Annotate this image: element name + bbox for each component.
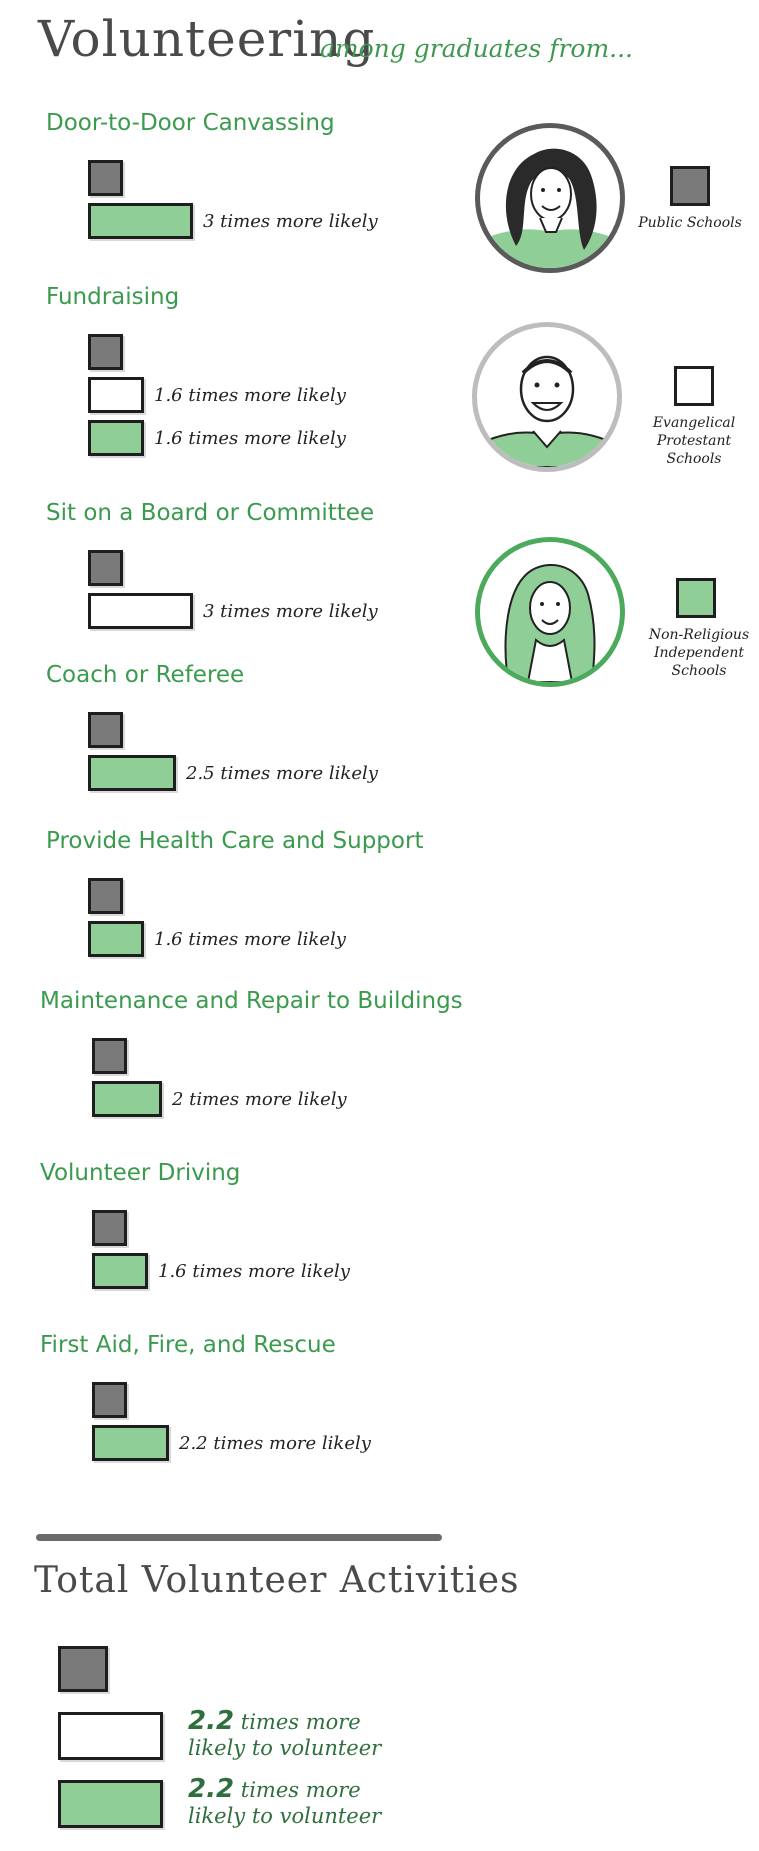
category-title: Sit on a Board or Committee: [46, 500, 375, 526]
total-text2-evangelical: likely to volunteer: [188, 1736, 382, 1760]
bar-evangelical: [88, 377, 144, 413]
total-label-evangelical: [188, 1708, 381, 1761]
bar-nonreligious: [88, 420, 144, 456]
legend-evangelical-label: Evangelical Protestant Schools: [652, 415, 736, 467]
category-title: Volunteer Driving: [40, 1160, 241, 1186]
total-title: Total Volunteer Activities: [34, 1560, 520, 1601]
man-smiling-portrait-icon: [472, 322, 622, 472]
total-text1-nonreligious: times more: [240, 1778, 361, 1802]
legend-public-swatch: [670, 166, 710, 206]
total-number-evangelical: 2.2: [188, 1706, 235, 1736]
category-title: First Aid, Fire, and Rescue: [40, 1332, 336, 1358]
bar-nonreligious: [88, 921, 144, 957]
category-title: Fundraising: [46, 284, 180, 310]
category-title: Door-to-Door Canvassing: [46, 110, 335, 136]
bar-nonreligious: [92, 1425, 169, 1461]
bar-nonreligious: [92, 1253, 148, 1289]
bar-label: 1.6 times more likely: [158, 1261, 350, 1282]
total-bar-nonreligious: [58, 1780, 163, 1828]
bar-label: 1.6 times more likely: [154, 428, 346, 449]
bar-label: 2.5 times more likely: [186, 763, 378, 784]
legend-public-label: Public Schools: [638, 215, 742, 231]
legend-nonreligious-swatch: [676, 578, 716, 618]
bar-nonreligious: [88, 755, 176, 791]
bar-label: 3 times more likely: [203, 211, 378, 232]
bar-nonreligious: [92, 1081, 162, 1117]
legend-evangelical-swatch: [674, 366, 714, 406]
bar-evangelical: [88, 593, 193, 629]
woman-curly-hair-portrait-icon: [475, 123, 625, 273]
bar-public: [88, 334, 123, 370]
bar-label: 1.6 times more likely: [154, 929, 346, 950]
total-bar-public: [58, 1646, 108, 1692]
category-title: Coach or Referee: [46, 662, 245, 688]
bar-label: 3 times more likely: [203, 601, 378, 622]
page-title: Volunteering: [38, 10, 376, 68]
legend-nonreligious-label: Non-Religious Independent Schools: [648, 627, 750, 679]
bar-public: [88, 160, 123, 196]
bar-public: [92, 1382, 127, 1418]
section-divider: [36, 1534, 442, 1541]
bar-public: [88, 712, 123, 748]
total-number-nonreligious: 2.2: [188, 1774, 235, 1804]
bar-label: 2 times more likely: [172, 1089, 347, 1110]
total-text2-nonreligious: likely to volunteer: [188, 1804, 382, 1828]
woman-long-hair-portrait-icon: [475, 537, 625, 687]
total-text1-evangelical: times more: [240, 1710, 361, 1734]
bar-label: 2.2 times more likely: [179, 1433, 371, 1454]
category-title: Provide Health Care and Support: [46, 828, 424, 854]
bar-public: [92, 1210, 127, 1246]
page-subtitle: among graduates from...: [320, 34, 634, 63]
bar-nonreligious: [88, 203, 193, 239]
total-bar-evangelical: [58, 1712, 163, 1760]
bar-public: [88, 878, 123, 914]
bar-public: [88, 550, 123, 586]
bar-public: [92, 1038, 127, 1074]
total-label-nonreligious: [188, 1776, 381, 1829]
bar-label: 1.6 times more likely: [154, 385, 346, 406]
category-title: Maintenance and Repair to Buildings: [40, 988, 463, 1014]
